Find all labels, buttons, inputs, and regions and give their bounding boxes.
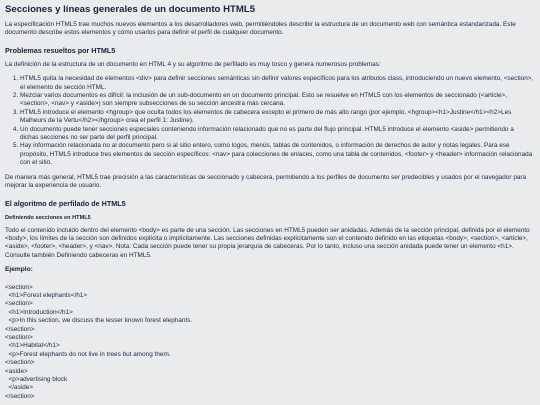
page-title: Secciones y líneas generales de un documento HTML5	[5, 4, 256, 15]
list-item: 2. Mezclar varios documentos es difícil: la inclusión de un sub-documento en un documento principal. Esto se resuelve en HTML5 con los elementos de seccionado (<article>, <section>, <nav> y <aside>) son siempre subsecciones de su sección ancestra más cercana.	[20, 92, 534, 109]
code-example: <section> <h1>Forest elephants</h1> <section> <h1>Introduction</h1> <p>In this section, we discuss the lesser known forest elephants. </section> <section> <h1>Habitat</h1> <p>Forest elephants do not live in trees but among them. </section> <aside> <p>advertising block </aside> </section>	[5, 283, 193, 400]
example-label: Ejemplo:	[5, 266, 33, 274]
list-item: 3. HTML5 introduce el elemento <hgroup> que oculta todos los elementos de cabecera excepto el primero de más alto rango (por ejemplo, <hgroup><h1>Justine</h1><h2>Les Malheurs de la Vertu</h2></hgroup> crea el perfil 1: Justine).	[20, 109, 534, 126]
problems-paragraph: La definición de la estructura de un documento en HTML 4 y su algoritmo de perfilado es muy tosco y genera numerosos problemas:	[5, 60, 381, 68]
section-heading-algorithm: El algoritmo de perfilado de HTML5	[5, 198, 126, 208]
closing-paragraph: De manera más general, HTML5 trae precisión a las características de seccionado y cabecera, permitiendo a los perfiles de documento ser predecibles y usados por el navegador para mejorar la experiencia de usuario.	[5, 173, 527, 190]
sections-paragraph: Todo el contenido incluido dentro del elemento <body> es parte de una sección. Las secciones en HTML5 pueden ser anidadas. Además de la sección principal, definida por el elemento <body>, los límites de la sección son definidos explícita o implícitamente. Las secciones definidas explícitamente son el contenido definido en las etiquetas <body>, <section>, <article>, <aside>, <footer>, <header>, y <nav>. Nota: Cada sección puede tener su propia jerarquía de cabeceras. Por lo tanto, incluso una sección anidada puede tener un elemento <h1>. Consulte también Definiendo cabeceras en HTML5.	[5, 226, 530, 259]
list-item: 4. Un documento puede tener secciones especiales conteniendo información relacionado que no es parte del flujo principal. HTML5 introduce el elemento <aside> permitiendo a dichas secciones no ser parte del perfil principal.	[20, 126, 534, 143]
subsection-heading: Definiendo secciones en HTML5	[5, 214, 91, 221]
problems-list	[5, 75, 534, 167]
intro-paragraph: La especificación HTML5 trae muchos nuevos elementos a los desarrolladores web, permitiéndoles describir la estructura de un documento web con semántica estandarizada. Este documento describe estos elementos y cómo usarlos para definir el perfil de cualquier documento.	[5, 21, 516, 37]
list-item: 1. HTML5 quita la necesidad de elementos <div> para definir secciones semánticas sin definir valores específicos para los atributos class, introduciendo un nuevo elemento, <section>, el elemento de sección HTML.	[20, 75, 534, 92]
section-heading-problems: Problemas resueltos por HTML5	[5, 45, 116, 55]
list-item: 5. Hay información relacionada no al documento pero si al sitio entero, como logos, menús, tablas de contenidos, o información de derechos de autor y notas legales. Para ese propósito, HTML5 introduce tres elementos de sección específicos: <nav> para colecciones de enlaces, como una tabla de contenidos, <footer> y <header> información relacionada con el sitio.	[20, 142, 534, 167]
